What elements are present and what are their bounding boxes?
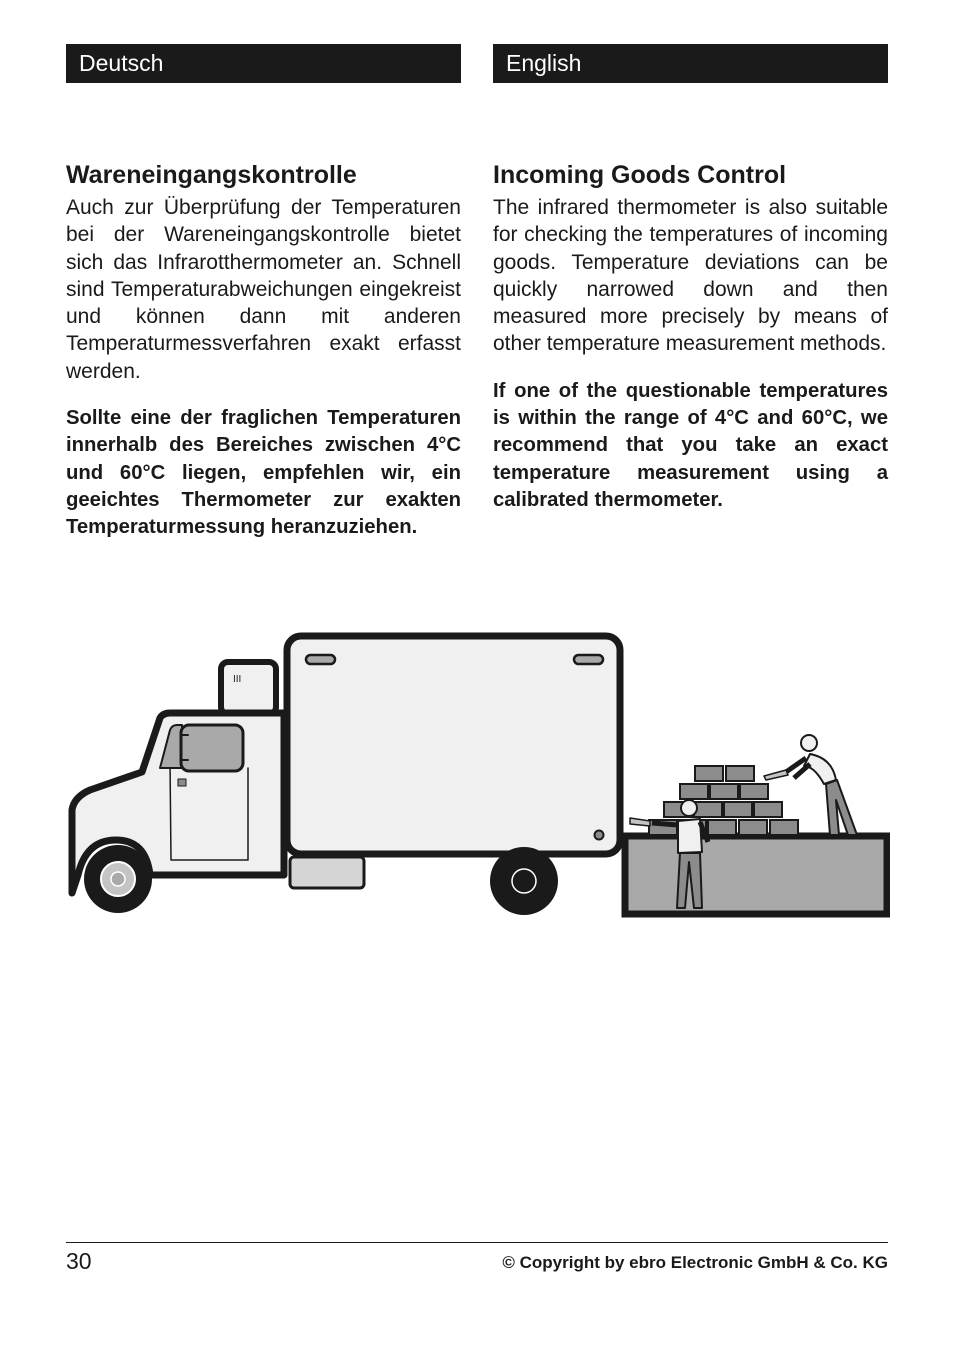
cargo-vent-left (306, 655, 335, 664)
cooling-unit (221, 662, 276, 714)
door-handle (178, 779, 186, 786)
note-text-german: Sollte eine der fraglichen Temperaturen innerhalb des Bereiches zwischen 4°C und 60°C liegen, empfehlen wir, ein geeichtes Thermometer zur exakten Temperaturmessung heranzuziehen. (66, 407, 461, 539)
english-column (493, 44, 888, 514)
infrared-thermometer (630, 818, 650, 826)
section-heading-german: Wareneingangskontrolle (66, 161, 357, 189)
german-column (66, 44, 461, 542)
page-number: 30 (66, 1248, 92, 1274)
infrared-thermometer (764, 770, 788, 780)
language-label-german: Deutsch (66, 44, 461, 83)
loading-dock (625, 836, 887, 914)
cab-side-window (181, 725, 243, 771)
copyright-notice: © Copyright by ebro Electronic GmbH & Co. KG (502, 1253, 888, 1272)
body-text-english: The infrared thermometer is also suitable for checking the temperatures of incoming goods. Temperature deviations can be quickly narrowed down and then measured more precisely by means of other temperature measurement methods. (493, 196, 888, 356)
front-wheel-hub (111, 872, 125, 886)
language-label-english: English (493, 44, 888, 83)
cargo-vent-right (574, 655, 603, 664)
refrigerated-truck (72, 636, 620, 915)
note-text-english: If one of the questionable temperatures is within the range of 4°C and 60°C, we recommend that you take an exact temperature measurement using a calibrated thermometer. (493, 379, 888, 511)
footer-divider (66, 1242, 888, 1243)
rear-wheel-rim (512, 869, 536, 893)
fuel-tank (290, 857, 364, 888)
body-text-german: Auch zur Überprüfung der Temperaturen bei der Wareneingangskontrolle bietet sich das Infrarotthermometer an. Schnell sind Temperaturabweichungen eingekreist und können dann mit anderen Temperaturmessverfahren exakt erfasst werden. (66, 196, 461, 383)
cargo-box-bolt (595, 831, 604, 840)
truck-delivery-illustration (64, 630, 890, 920)
cargo-box (287, 636, 620, 854)
section-heading-english: Incoming Goods Control (493, 161, 787, 189)
cooling-unit-label: III (233, 674, 242, 685)
loading-platform (625, 735, 887, 914)
